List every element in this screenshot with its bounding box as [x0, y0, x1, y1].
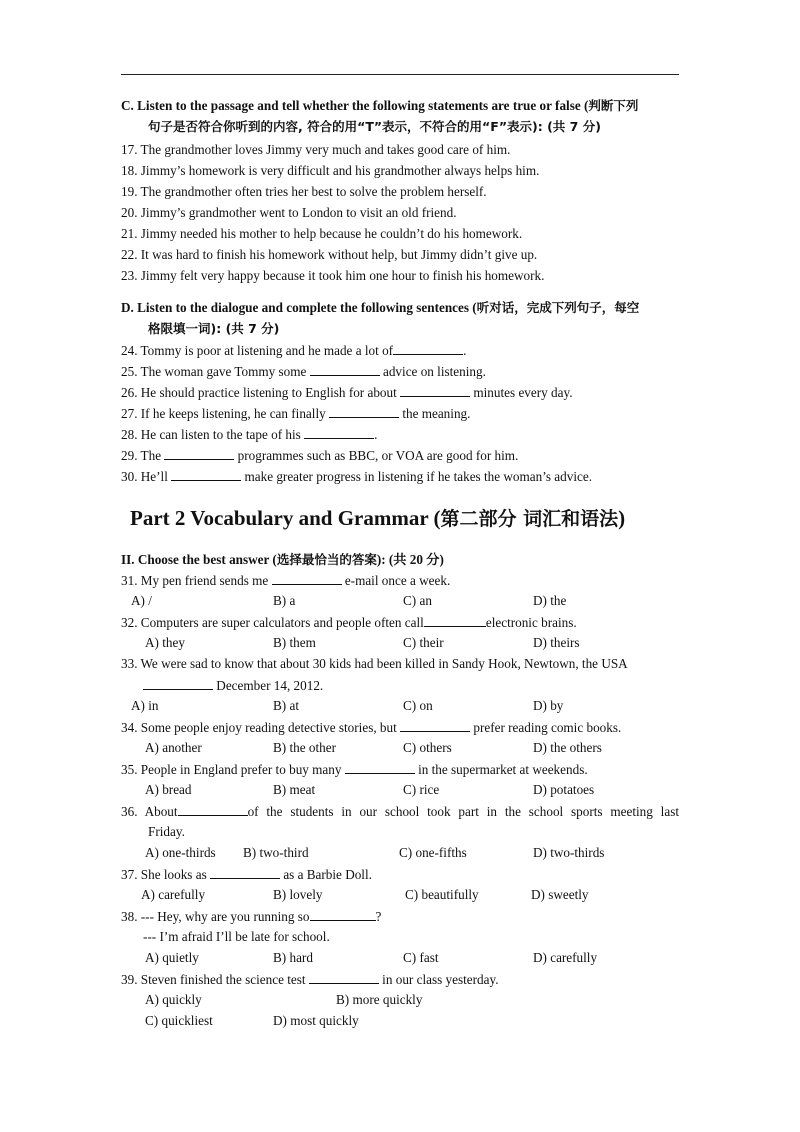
statement-21: 21. Jimmy needed his mother to help because he couldn’t do his homework. [121, 226, 523, 241]
option-34-a[interactable]: A) another [145, 740, 202, 755]
option-35-b[interactable]: B) meat [273, 782, 316, 797]
answer-blank[interactable] [171, 468, 241, 481]
question-text: December 14, 2012. [213, 678, 324, 693]
question-33-line2 [143, 677, 323, 694]
sentence-text: programmes such as BBC, or VOA are good for him. [234, 448, 519, 463]
question-text: in our class yesterday. [378, 972, 499, 987]
question-text: of the students in our school took part in the school sports meeting last [247, 804, 679, 819]
answer-blank[interactable] [424, 614, 486, 627]
section-ii-heading [121, 552, 444, 568]
question-text: electronic brains. [485, 615, 577, 630]
sentence-24 [121, 342, 466, 359]
question-38-line2: --- I’m afraid I’ll be late for school. [143, 929, 330, 944]
answer-blank[interactable] [329, 405, 399, 418]
option-32-d[interactable]: D) theirs [533, 635, 580, 650]
sentence-text: 29. The [121, 448, 165, 463]
sentence-text: . [374, 427, 378, 442]
question-text: 31. My pen friend sends me [121, 573, 272, 588]
section-d-heading [121, 300, 639, 316]
answer-blank[interactable] [310, 908, 376, 921]
section-d-heading-en: D. Listen to the dialogue and complete the following sentences ( [121, 300, 477, 315]
answer-blank[interactable] [400, 384, 470, 397]
sentence-25 [121, 363, 486, 380]
question-text: 36. About [121, 804, 178, 819]
answer-blank[interactable] [304, 426, 374, 439]
section-ii-heading-end: ): (共 20 分) [376, 552, 444, 567]
question-36-line2: Friday. [148, 824, 185, 839]
option-32-c[interactable]: C) their [403, 635, 444, 650]
option-32-b[interactable]: B) them [273, 635, 316, 650]
section-c-heading-cn: 判断下列 [588, 98, 639, 113]
header-rule [121, 74, 679, 75]
answer-blank[interactable] [178, 803, 248, 816]
option-36-c[interactable]: C) one-fifths [399, 845, 467, 860]
question-36 [121, 803, 679, 820]
sentence-26 [121, 384, 573, 401]
question-35 [121, 761, 588, 778]
sentence-text: . [463, 343, 467, 358]
section-c-heading [121, 98, 638, 114]
option-39-d[interactable]: D) most quickly [273, 1013, 359, 1028]
sentence-30 [121, 468, 592, 485]
option-32-a[interactable]: A) they [145, 635, 185, 650]
answer-blank[interactable] [164, 447, 234, 460]
question-text: 39. Steven finished the science test [121, 972, 309, 987]
question-text: ? [375, 909, 382, 924]
answer-blank[interactable] [345, 761, 415, 774]
sentence-28 [121, 426, 377, 443]
question-38 [121, 908, 381, 925]
sentence-text: advice on listening. [379, 364, 486, 379]
statement-20: 20. Jimmy’s grandmother went to London to visit an old friend. [121, 205, 457, 220]
section-c-heading-en: C. Listen to the passage and tell whether the following statements are true or false ( [121, 98, 589, 113]
question-33: 33. We were sad to know that about 30 kids had been killed in Sandy Hook, Newtown, the USA [121, 656, 628, 671]
option-33-d[interactable]: D) by [533, 698, 564, 713]
sentence-text: 26. He should practice listening to English for about [121, 385, 401, 400]
sentence-text: 24. Tommy is poor at listening and he made a lot of [121, 343, 394, 358]
section-ii-heading-en: II. Choose the best answer ( [121, 552, 277, 567]
question-text: prefer reading comic books. [470, 720, 622, 735]
option-37-a[interactable]: A) carefully [141, 887, 206, 902]
question-text: 37. She looks as [121, 867, 211, 882]
option-33-b[interactable]: B) at [273, 698, 300, 713]
sentence-text: 30. He’ll [121, 469, 172, 484]
option-34-d[interactable]: D) the others [533, 740, 602, 755]
option-33-c[interactable]: C) on [403, 698, 433, 713]
sentence-text: the meaning. [399, 406, 471, 421]
sentence-29 [121, 447, 518, 464]
part-2-title-en: Part 2 Vocabulary and Grammar ( [130, 506, 441, 530]
question-text: as a Barbie Doll. [280, 867, 372, 882]
sentence-text: make greater progress in listening if he takes the woman’s advice. [241, 469, 593, 484]
option-36-d[interactable]: D) two-thirds [533, 845, 605, 860]
option-39-c[interactable]: C) quickliest [145, 1013, 213, 1028]
question-text: 34. Some people enjoy reading detective stories, but [121, 720, 401, 735]
option-38-a[interactable]: A) quietly [145, 950, 199, 965]
answer-blank[interactable] [210, 866, 280, 879]
option-35-d[interactable]: D) potatoes [533, 782, 595, 797]
question-39 [121, 971, 499, 988]
option-37-b[interactable]: B) lovely [273, 887, 323, 902]
question-text: in the supermarket at weekends. [414, 762, 588, 777]
answer-blank[interactable] [400, 719, 470, 732]
option-36-a[interactable]: A) one-thirds [145, 845, 216, 860]
sentence-text: minutes every day. [470, 385, 573, 400]
sentence-text: 25. The woman gave Tommy some [121, 364, 310, 379]
option-34-c[interactable]: C) others [403, 740, 452, 755]
section-c-heading-line2: 句子是否符合你听到的内容, 符合的用“T”表示，不符合的用“F”表示): (共 7 分) [148, 119, 601, 134]
sentence-text: 27. If he keeps listening, he can finally [121, 406, 330, 421]
part-2-title-cn: 第二部分 词汇和语法 [440, 508, 619, 530]
part-2-title-end: ) [618, 506, 626, 530]
part-2-title [130, 505, 625, 532]
question-31 [121, 572, 450, 589]
option-37-c[interactable]: C) beautifully [405, 887, 479, 902]
statement-23: 23. Jimmy felt very happy because it took him one hour to finish his homework. [121, 268, 545, 283]
option-34-b[interactable]: B) the other [273, 740, 336, 755]
question-text: 38. --- Hey, why are you running so [121, 909, 310, 924]
statement-19: 19. The grandmother often tries her best to solve the problem herself. [121, 184, 487, 199]
section-d-heading-cn: 听对话，完成下列句子，每空 [476, 300, 640, 315]
option-35-a[interactable]: A) bread [145, 782, 192, 797]
answer-blank[interactable] [272, 572, 342, 585]
option-31-c[interactable]: C) an [403, 593, 432, 608]
option-38-c[interactable]: C) fast [403, 950, 439, 965]
option-33-a[interactable]: A) in [131, 698, 159, 713]
option-37-d[interactable]: D) sweetly [531, 887, 589, 902]
option-31-b[interactable]: B) a [273, 593, 296, 608]
option-35-c[interactable]: C) rice [403, 782, 440, 797]
section-ii-heading-cn: 选择最恰当的答案 [276, 552, 377, 567]
option-36-b[interactable]: B) two-third [243, 845, 309, 860]
answer-blank[interactable] [143, 677, 213, 690]
option-38-b[interactable]: B) hard [273, 950, 313, 965]
sentence-text: 28. He can listen to the tape of his [121, 427, 305, 442]
question-text: e-mail once a week. [341, 573, 451, 588]
answer-blank[interactable] [309, 971, 379, 984]
answer-blank[interactable] [310, 363, 380, 376]
option-31-a[interactable]: A) / [131, 593, 152, 608]
question-32 [121, 614, 577, 631]
statement-22: 22. It was hard to finish his homework without help, but Jimmy didn’t give up. [121, 247, 538, 262]
question-text: 32. Computers are super calculators and people often call [121, 615, 424, 630]
question-34 [121, 719, 621, 736]
option-38-d[interactable]: D) carefully [533, 950, 598, 965]
question-text: 35. People in England prefer to buy many [121, 762, 345, 777]
question-37 [121, 866, 372, 883]
option-39-a[interactable]: A) quickly [145, 992, 202, 1007]
option-39-b[interactable]: B) more quickly [336, 992, 423, 1007]
statement-18: 18. Jimmy’s homework is very difficult and his grandmother always helps him. [121, 163, 540, 178]
sentence-27 [121, 405, 470, 422]
answer-blank[interactable] [393, 342, 463, 355]
section-d-heading-line2: 格限填一词): (共 7 分) [148, 321, 280, 336]
statement-17: 17. The grandmother loves Jimmy very much and takes good care of him. [121, 142, 511, 157]
option-31-d[interactable]: D) the [533, 593, 567, 608]
